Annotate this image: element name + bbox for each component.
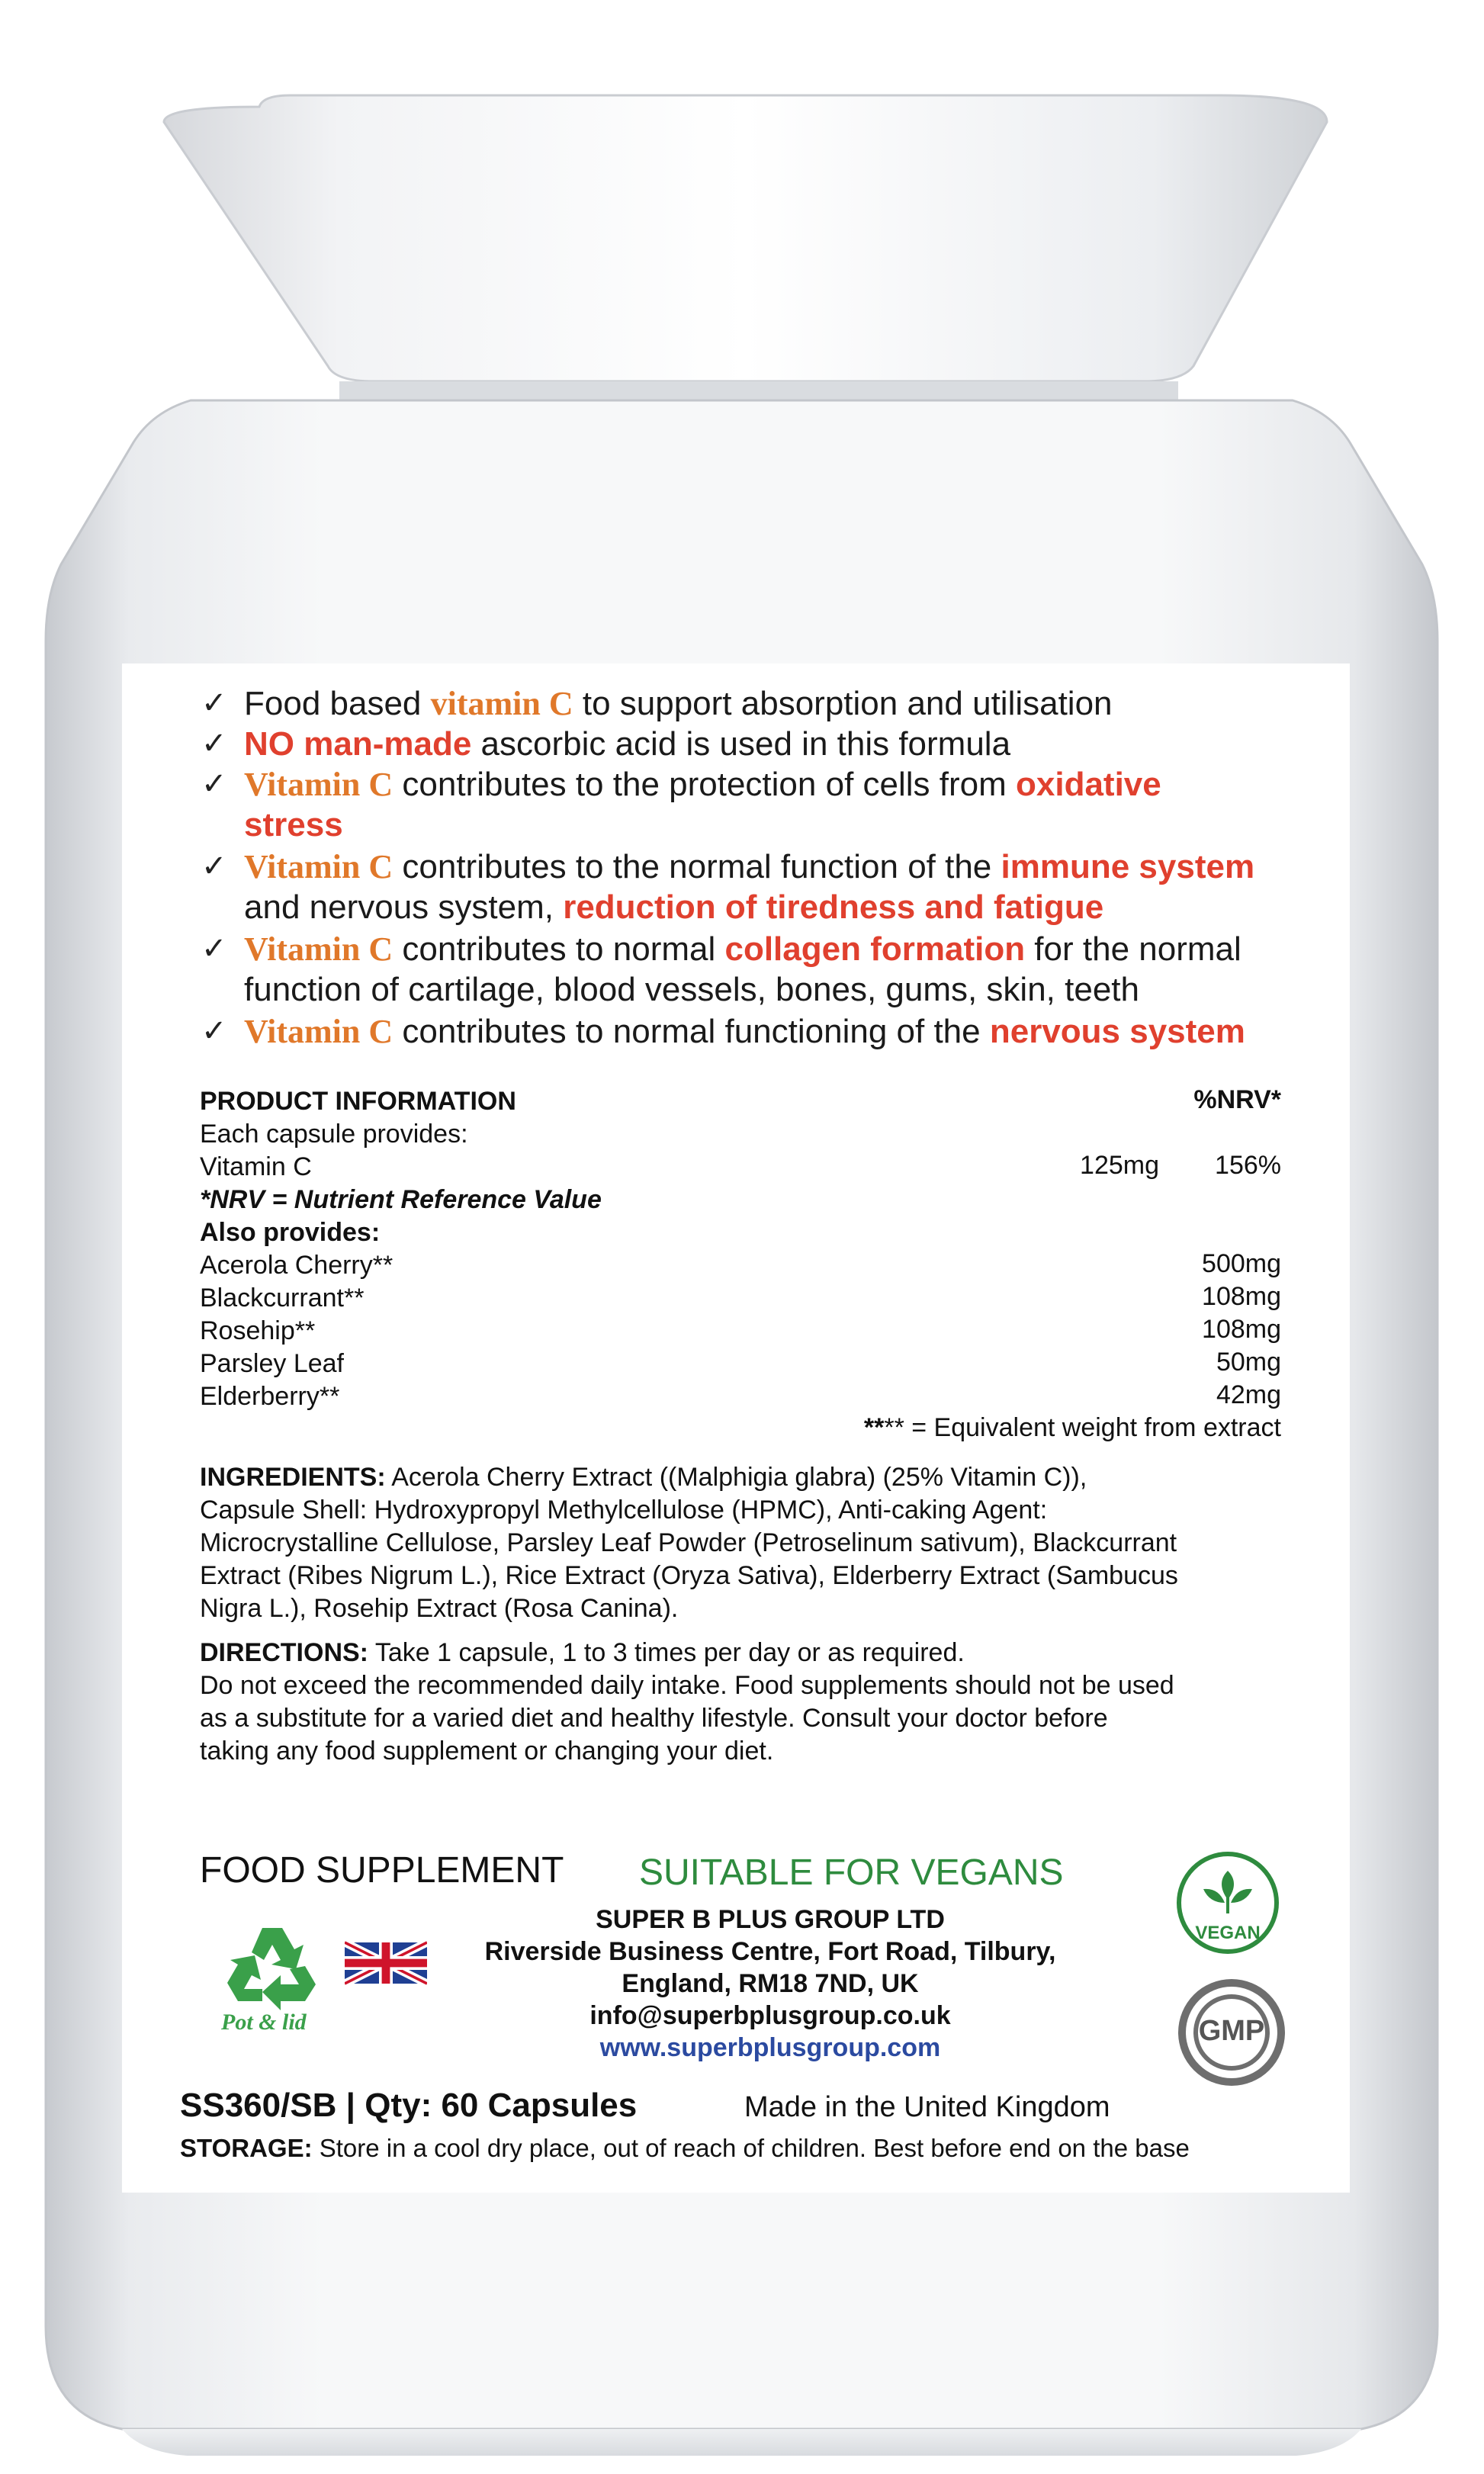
company-name: SUPER B PLUS GROUP LTD [596,1905,945,1934]
ingredients-block: INGREDIENTS: Acerola Cherry Extract ((Malphigia glabra) (25% Vitamin C)), Capsule Shell: Hydroxypropyl Methylcellulose (HPMC), Anti-caking Agent: Microcrystalline Cellulose, Parsley Leaf Powder (Petroselinum sativum), Blackcurrant Extract (Ribes Nigrum L.), Rice Extract (Oryza Sativa), Elderberry Extract (Sambucus Nigra L.), Rosehip Extract (Rosa Canina). [200,1463,1178,1623]
benefit-item: ✓ Vitamin C contributes to the protection of cells from oxidative stress [201,766,1161,843]
also-item-amount: 50mg [1216,1348,1281,1377]
vitamin-c-name: Vitamin C [200,1152,312,1181]
check-icon: ✓ [201,931,227,966]
ingredients-label: INGREDIENTS: [200,1463,386,1492]
equivalent-weight-note: **** = Equivalent weight from extract [863,1413,1281,1442]
company-website: www.superbplusgroup.com [599,2033,941,2062]
recycle-icon [215,1922,329,2013]
suitable-for-vegans-text: SUITABLE FOR VEGANS [639,1852,1064,1893]
vegan-badge-text: VEGAN [1195,1923,1261,1943]
address-line: England, RM18 7ND, UK [622,1969,919,1998]
check-icon: ✓ [201,726,227,761]
also-item-amount: 108mg [1202,1315,1281,1344]
storage-label: STORAGE: [180,2134,313,2162]
directions-label: DIRECTIONS: [200,1638,368,1667]
nrv-heading: %NRV* [1193,1085,1281,1114]
benefit-item: ✓ Vitamin C contributes to the normal function of the immune system and nervous system, reduction of tiredness and fatigue [201,848,1255,926]
benefit-item: ✓ Vitamin C contributes to normal collagen formation for the normal function of cartilage, blood vessels, bones, gums, skin, teeth [201,930,1241,1008]
also-item-name: Rosehip** [200,1316,316,1345]
directions-block: DIRECTIONS: Take 1 capsule, 1 to 3 times per day or as required. Do not exceed the recommended daily intake. Food supplements should not be used as a substitute for a varied diet and healthy lifestyle. Consult your doctor before taking any food supplement or changing your diet. [200,1638,1174,1766]
company-email: info@superbplusgroup.co.uk [589,2001,951,2030]
made-in-text: Made in the United Kingdom [744,2091,1110,2123]
check-icon: ✓ [201,1014,227,1049]
also-item-amount: 108mg [1202,1282,1281,1311]
check-icon: ✓ [201,849,227,884]
gmp-seal-icon [1174,1975,1289,2090]
vitamin-c-amount: 125mg [1080,1151,1159,1180]
benefit-item: ✓ NO man-made ascorbic acid is used in this formula [201,725,1011,763]
product-info-heading: PRODUCT INFORMATION [200,1087,516,1116]
uk-flag-icon [345,1941,427,1985]
each-capsule-text: Each capsule provides: [200,1120,468,1149]
check-icon: ✓ [201,686,227,721]
food-supplement-text: FOOD SUPPLEMENT [200,1850,564,1891]
also-provides-heading: Also provides: [200,1218,381,1247]
also-item-amount: 500mg [1202,1249,1281,1278]
product-code-qty: SS360/SB | Qty: 60 Capsules [180,2087,638,2124]
also-item-name: Elderberry** [200,1382,340,1411]
company-address [427,1904,1113,2064]
nrv-note: *NRV = Nutrient Reference Value [200,1185,602,1214]
vitamin-c-nrv: 156% [1215,1151,1281,1180]
benefit-item: ✓ Food based vitamin C to support absorption and utilisation [201,685,1113,722]
bottle-cap [164,95,1327,381]
also-item-name: Parsley Leaf [200,1349,344,1378]
address-line: Riverside Business Centre, Fort Road, Tilbury, [484,1937,1056,1966]
storage-text: STORAGE: Store in a cool dry place, out of reach of children. Best before end on the base [180,2134,1190,2162]
vegan-badge [1174,1849,1281,1956]
pot-lid-text: Pot & lid [221,2010,307,2035]
check-icon: ✓ [201,766,227,802]
benefit-item: ✓ Vitamin C contributes to normal functioning of the nervous system [201,1013,1245,1050]
also-item-amount: 42mg [1216,1380,1281,1409]
also-item-name: Acerola Cherry** [200,1251,393,1280]
also-item-name: Blackcurrant** [200,1284,365,1313]
gmp-seal-text: GMP [1198,2015,1265,2047]
